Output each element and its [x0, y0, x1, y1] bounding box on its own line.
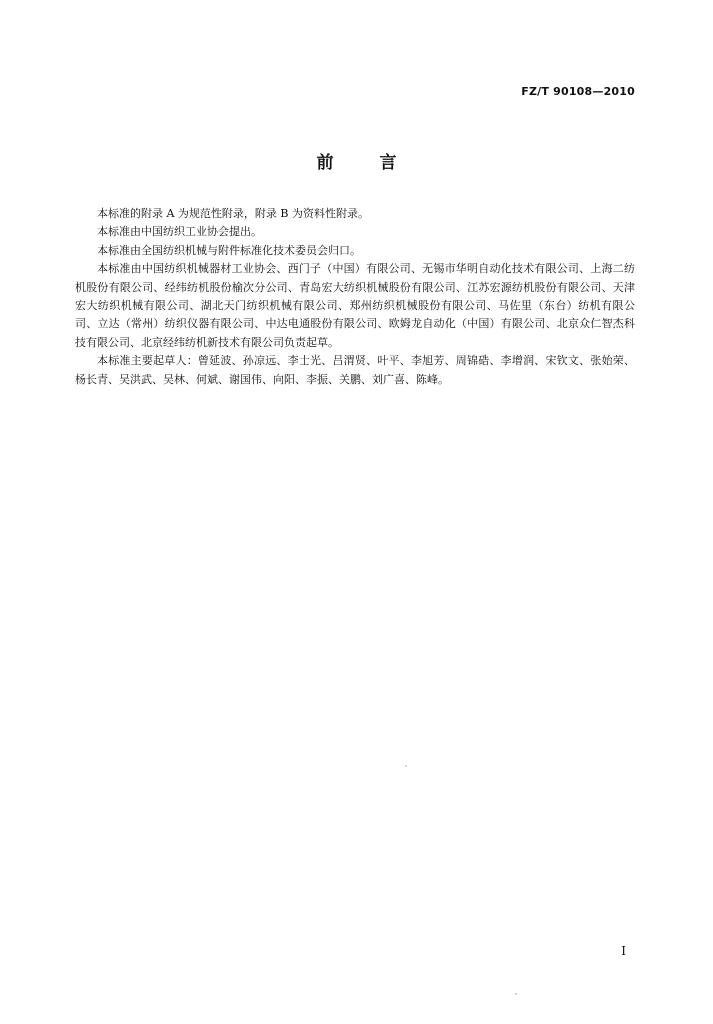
scan-speck — [515, 993, 517, 995]
standard-code: FZ/T 90108—2010 — [521, 85, 635, 98]
page-title — [0, 148, 713, 173]
title-char-1: 前 — [316, 153, 334, 173]
page-number: I — [621, 944, 626, 958]
paragraph-committee: 本标准由全国纺织机械与附件标准化技术委员会归口。 — [97, 243, 361, 257]
title-char-2: 言 — [379, 153, 397, 173]
paragraph-proposer: 本标准由中国纺织工业协会提出。 — [97, 225, 262, 239]
paragraph-drafting-units: 本标准由中国纺织机械器材工业协会、西门子（中国）有限公司、无锡市华明自动化技术有限公司、上海二纺机股份有限公司、经纬纺机股份榆次分公司、青岛宏大纺织机械股份有限公司、江苏宏源纺机股份有限公司、天津宏大纺织机械有限公司、湖北天门纺织机械有限公司、郑州纺织机械股份有限公司、马佐里（东台）纺机有限公司、立达（常州）纺织仪器有限公司、中达电通股份有限公司、欧姆龙自动化（中国）有限公司、北京众仁智杰科技有限公司、北京经纬纺机新技术有限公司负责起草。 — [75, 262, 635, 349]
foreword-body — [75, 205, 635, 389]
scan-speck — [405, 765, 407, 767]
paragraph-drafters: 本标准主要起草人：曾延波、孙凉远、李士光、吕渭贤、叶平、李旭芳、周锦硞、李增润、宋钦文、张始荣、杨长青、吴洪武、吴林、何斌、谢国伟、向阳、李振、关鹏、刘广喜、陈峰。 — [75, 354, 635, 386]
paragraph-annex: 本标准的附录 A 为规范性附录，附录 B 为资料性附录。 — [97, 207, 370, 220]
